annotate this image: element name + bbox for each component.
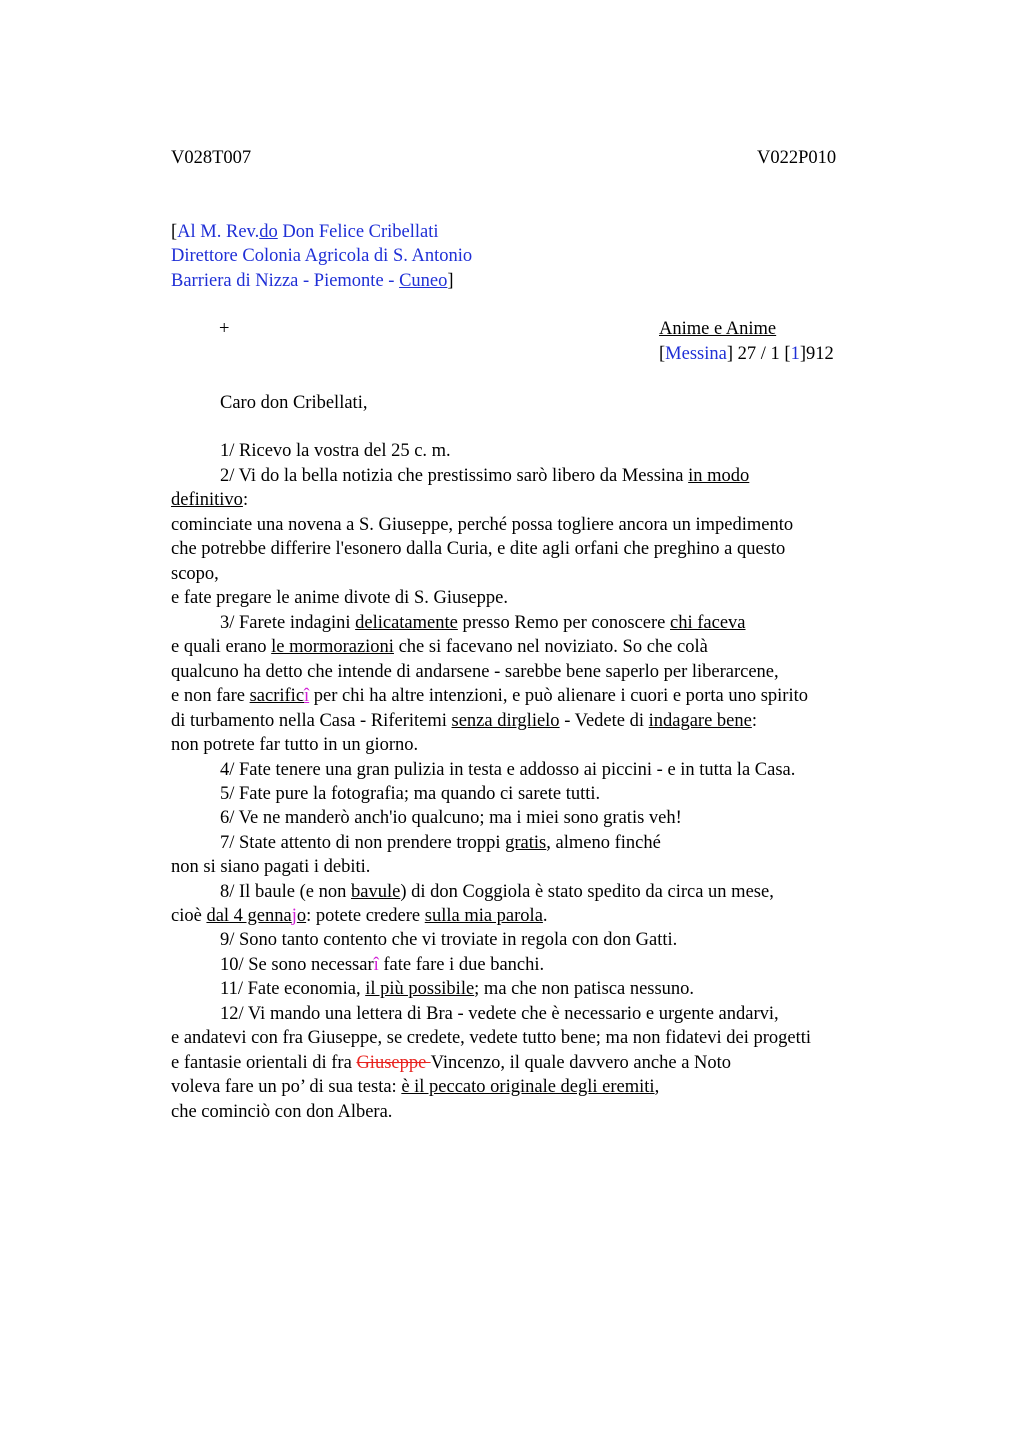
point-3-text: per chi ha altre intenzioni, e può alienare i cuori e porta uno spirito (309, 686, 808, 706)
correction-mark: j (291, 906, 297, 926)
address-bracket-close: ] (447, 271, 454, 291)
point-3-text: 3/ Farete indagini (220, 613, 356, 633)
point-6: 6/ Ve ne manderò anch'io qualcuno; ma i miei sono gratis veh! (220, 808, 682, 828)
correction-mark: î (373, 955, 379, 975)
date-year: ]912 (799, 344, 834, 364)
point-2-text: 2/ Vi do la bella notizia che prestissimo sarò libero da Messina (220, 466, 689, 486)
point-3-emphasis: senza dirglielo (451, 711, 560, 731)
point-5: 5/ Fate pure la fotografia; ma quando ci sarete tutti. (220, 784, 601, 804)
point-2-line-5: scopo, (171, 564, 219, 584)
point-11-text: ; ma che non patisca nessuno. (474, 979, 695, 999)
point-2-emphasis-cont: definitivo (171, 490, 243, 510)
point-8-line-2 (171, 904, 548, 928)
point-12-line-1: 12/ Vi mando una lettera di Bra - vedete che è necessario e urgente andarvi, (220, 1004, 779, 1024)
point-7-line-1 (220, 831, 661, 855)
point-3-line-1 (220, 611, 746, 635)
salutation: Caro don Cribellati, (220, 393, 368, 413)
point-4: 4/ Fate tenere una gran pulizia in testa e addosso ai piccini - e in tutta la Casa. (220, 760, 796, 780)
point-3-text: di turbamento nella Casa - Riferitemi (171, 711, 452, 731)
point-10 (220, 953, 544, 977)
point-10-text: fate fare i due banchi. (378, 955, 545, 975)
point-12-text: e fantasie orientali di fra (171, 1053, 357, 1073)
point-12-emphasis: è il peccato originale degli eremiti (401, 1077, 655, 1097)
date-place: Messina (665, 344, 727, 364)
point-3-emphasis: indagare bene (648, 711, 752, 731)
point-3-text: presso Remo per conoscere (457, 613, 671, 633)
point-12-line-3 (171, 1051, 731, 1075)
point-7-line-2: non si siano pagati i debiti. (171, 857, 371, 877)
deleted-word: Giuseppe (356, 1053, 431, 1073)
code-left: V028T007 (171, 148, 252, 168)
point-3-emphasis: chi faceva (670, 613, 746, 633)
point-12-line-2: e andatevi con fra Giuseppe, se credete, vedete tutto bene; ma non fidatevi dei progetti (171, 1028, 812, 1048)
point-8-emphasis: bavule (351, 882, 401, 902)
point-8-text: 8/ Il baule (e non (220, 882, 351, 902)
point-2-line-1 (220, 464, 749, 488)
address-line-1 (171, 220, 439, 244)
point-3-line-2 (171, 635, 708, 659)
address-recipient-name: Don Felice Cribellati (277, 222, 439, 242)
point-11 (220, 977, 694, 1001)
point-7-text: , almeno finché (546, 833, 661, 853)
point-2-line-2 (171, 488, 248, 512)
point-12-comma: , (654, 1077, 660, 1097)
point-3-line-6: non potrete far tutto in un giorno. (171, 735, 419, 755)
point-2-line-6: e fate pregare le anime divote di S. Giuseppe. (171, 588, 508, 608)
point-8-emphasis: dal 4 genna (206, 906, 292, 926)
point-8-period: . (542, 906, 548, 926)
code-right: V022P010 (757, 148, 837, 168)
point-7-text: 7/ State attento di non prendere troppi (220, 833, 506, 853)
point-7-emphasis: gratis (505, 833, 547, 853)
point-12-text: voleva fare un po’ di sua testa: (171, 1077, 402, 1097)
point-2-line-4: che potrebbe differire l'esonero dalla Curia, e dite agli orfani che preghino a questo (171, 539, 786, 559)
address-location: Barriera di Nizza - Piemonte - (171, 271, 400, 291)
point-12-text: Vincenzo, il quale davvero anche a Noto (430, 1053, 732, 1073)
point-8-text: ) di don Coggiola è stato spedito da circa un mese, (400, 882, 774, 902)
point-3-line-3: qualcuno ha detto che intende di andarsene - sarebbe bene saperlo per liberarcene, (171, 662, 779, 682)
address-city: Cuneo (399, 271, 448, 291)
point-8-emphasis: o (296, 906, 307, 926)
address-line-3 (171, 269, 454, 293)
point-11-emphasis: il più possibile (365, 979, 475, 999)
point-10-text: 10/ Se sono necessar (220, 955, 374, 975)
address-recipient-abbr: do (259, 222, 278, 242)
point-3-text: - Vedete di (559, 711, 649, 731)
point-11-text: 11/ Fate economia, (220, 979, 366, 999)
point-12-line-5: che cominciò con don Albera. (171, 1102, 393, 1122)
point-8-text: : potete credere (306, 906, 425, 926)
point-3-emphasis: sacrific (249, 686, 305, 706)
point-3-text: e non fare (171, 686, 250, 706)
point-8-emphasis: sulla mia parola (424, 906, 543, 926)
point-12-line-4 (171, 1075, 659, 1099)
point-3-emphasis: delicatamente (355, 613, 458, 633)
point-3-text: e quali erano (171, 637, 272, 657)
address-line-2: Direttore Colonia Agricola di S. Antonio (171, 246, 473, 266)
address-bracket-open: [ (171, 222, 178, 242)
date-day-month: ] 27 / 1 [ (726, 344, 791, 364)
date-year-digit: 1 (790, 344, 800, 364)
letter-date (659, 342, 834, 366)
point-3-emphasis: le mormorazioni (271, 637, 394, 657)
point-3-text: che si facevano nel noviziato. So che colà (393, 637, 708, 657)
point-3-colon: : (751, 711, 757, 731)
point-2-emphasis: in modo (688, 466, 750, 486)
point-1: 1/ Ricevo la vostra del 25 c. m. (220, 441, 451, 461)
point-8-text: cioè (171, 906, 207, 926)
point-3-line-5 (171, 709, 757, 733)
point-2-colon: : (242, 490, 249, 510)
correction-mark: î (304, 686, 310, 706)
cross-mark: + (219, 319, 230, 339)
point-2-line-3: cominciate una novena a S. Giuseppe, perché possa togliere ancora un impedimento (171, 515, 794, 535)
motto: Anime e Anime (659, 319, 777, 339)
point-8-line-1 (220, 880, 774, 904)
point-3-line-4 (171, 684, 808, 708)
date-bracket: [ (659, 344, 666, 364)
address-recipient-title: Al M. Rev. (177, 222, 260, 242)
point-9: 9/ Sono tanto contento che vi troviate in regola con don Gatti. (220, 930, 678, 950)
